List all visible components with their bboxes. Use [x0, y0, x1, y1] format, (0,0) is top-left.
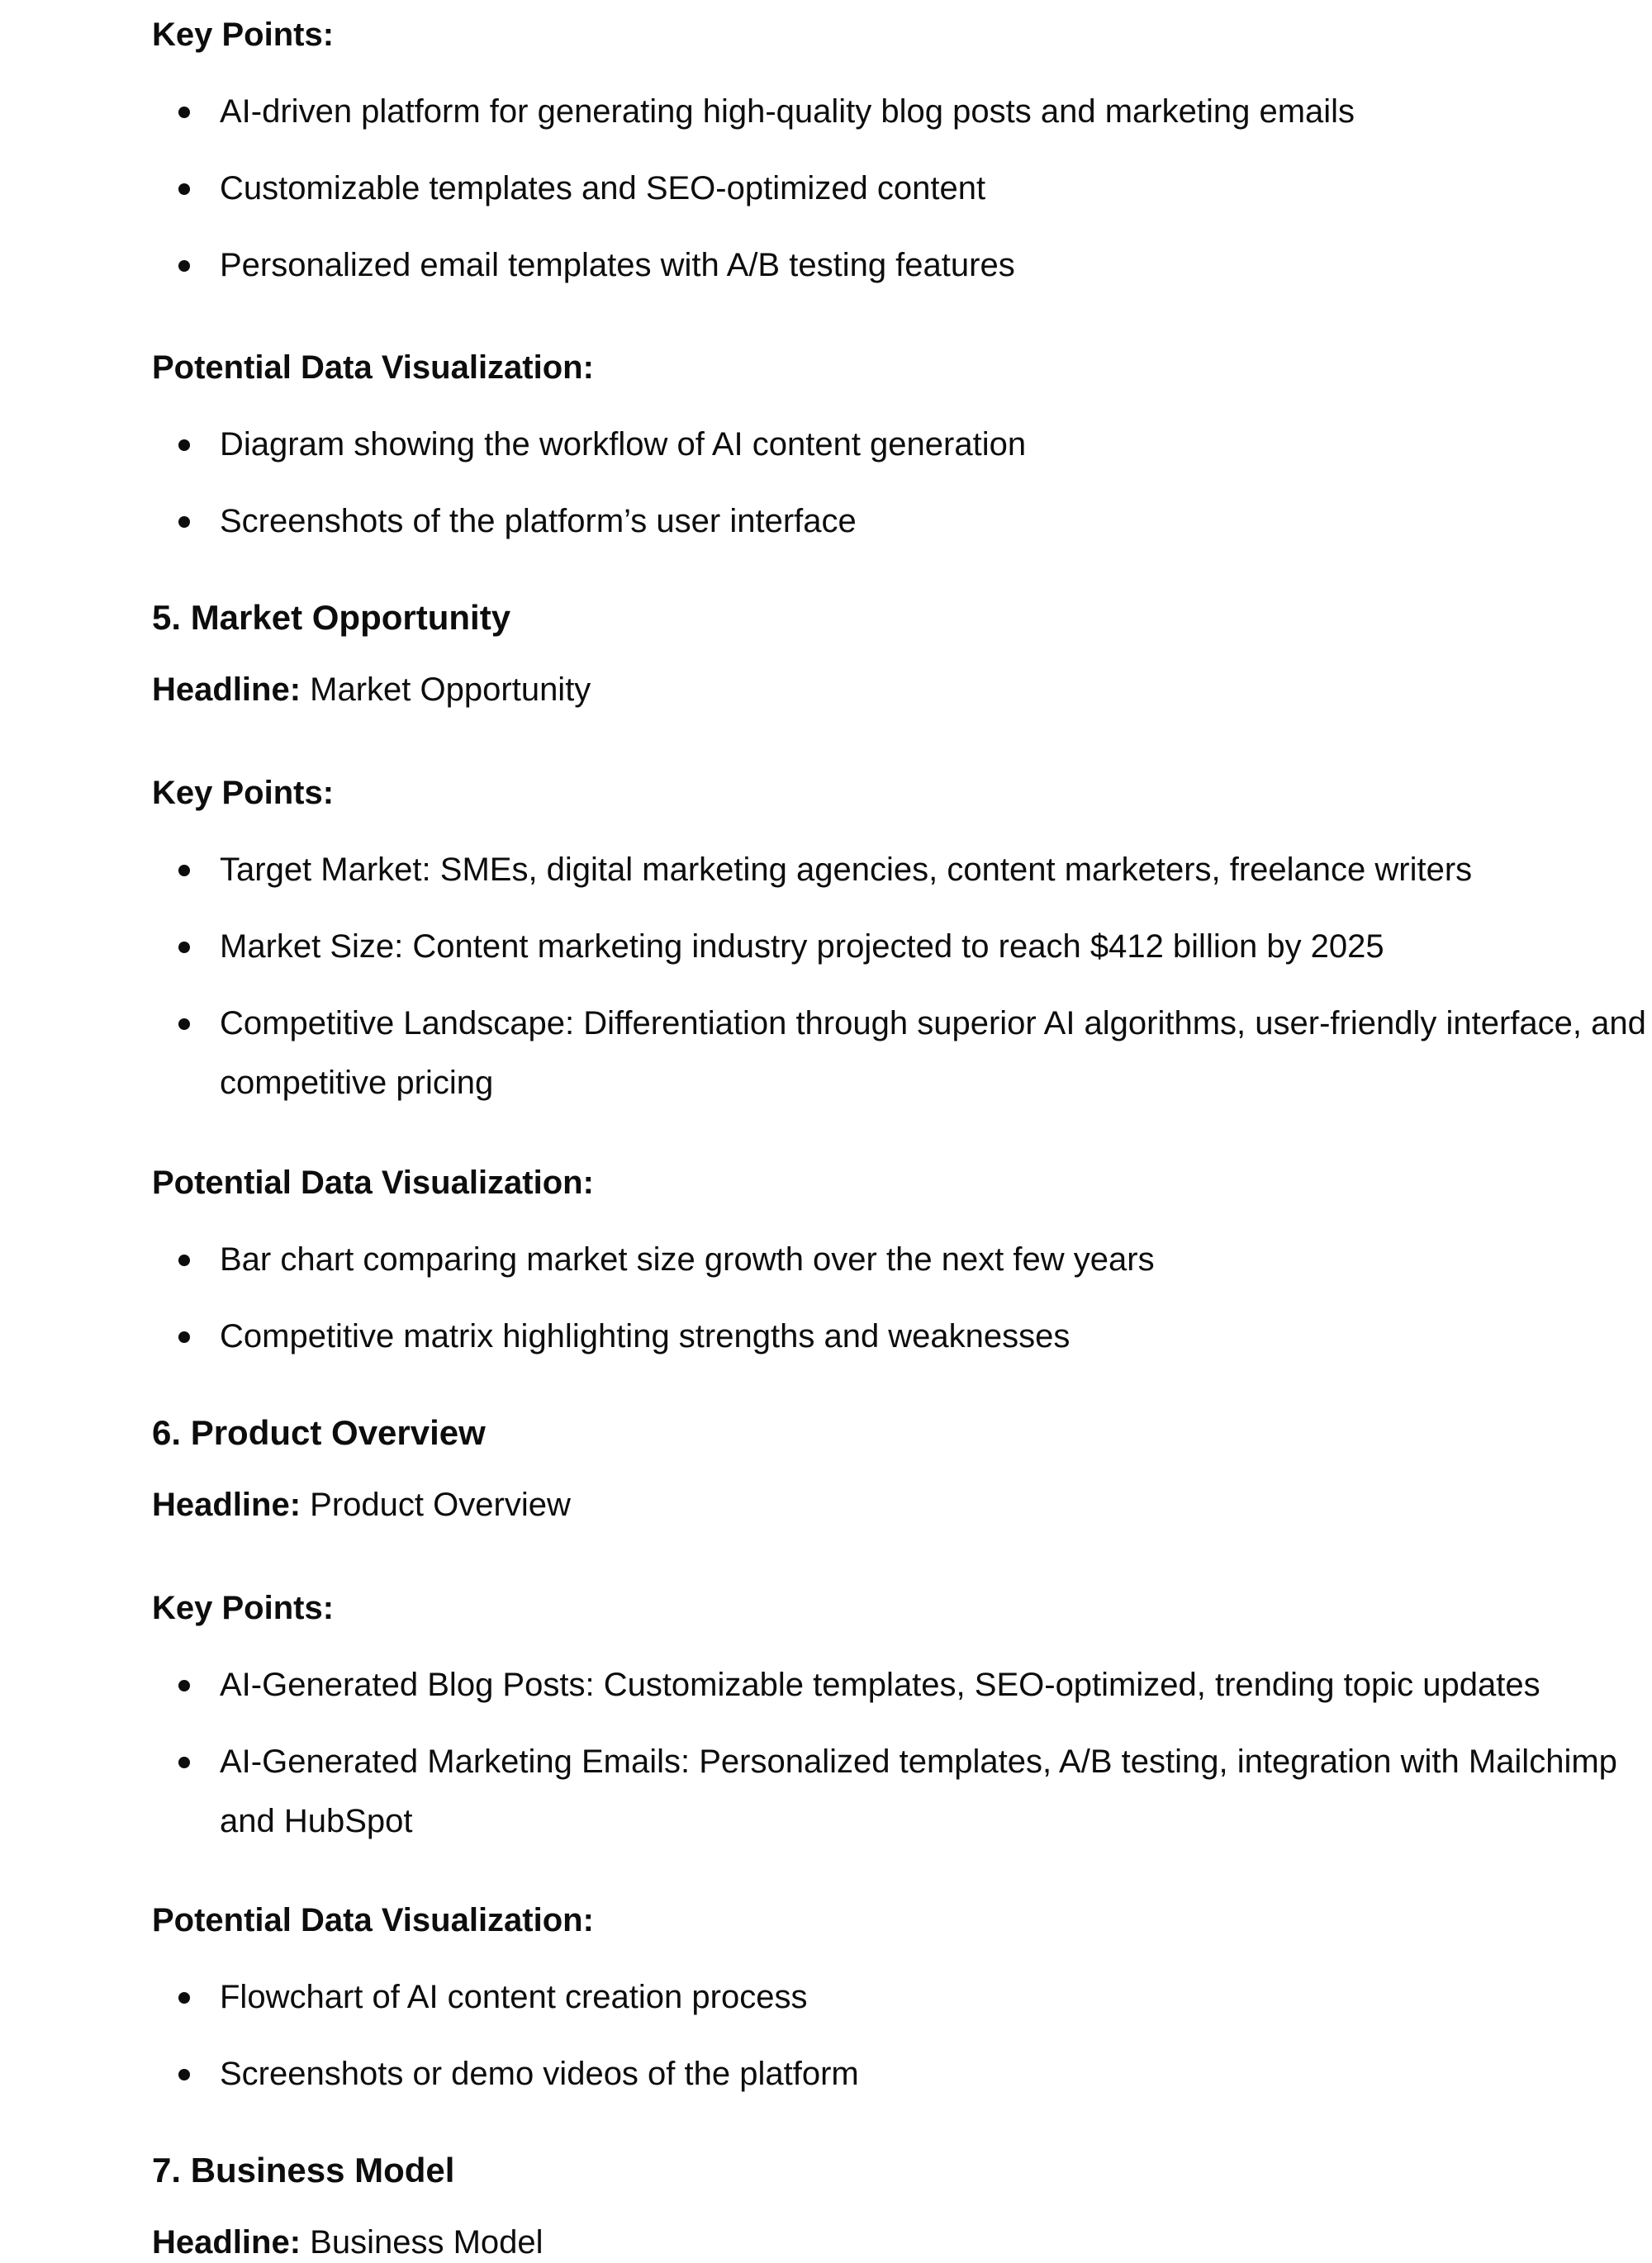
- key-points-label: Key Points:: [152, 775, 335, 811]
- viz-label: Potential Data Visualization:: [152, 1902, 594, 1938]
- list-item: Competitive matrix highlighting strengths and weaknesses: [220, 1318, 1070, 1354]
- key-points-label: Key Points:: [152, 17, 335, 53]
- list-item: Customizable templates and SEO-optimized content: [220, 170, 986, 206]
- list-item: Market Size: Content marketing industry projected to reach $412 billion by 2025: [220, 928, 1384, 965]
- list-item: Screenshots or demo videos of the platform: [220, 2056, 859, 2092]
- list-item: AI-Generated Marketing Emails: Personalized templates, A/B testing, integration with Mailchimp and HubSpot: [220, 1744, 1617, 1839]
- list-item: Flowchart of AI content creation process: [220, 1979, 808, 2015]
- viz-label: Potential Data Visualization:: [152, 1165, 594, 1201]
- list-item: Diagram showing the workflow of AI content generation: [220, 426, 1027, 463]
- section-heading: 5. Market Opportunity: [152, 598, 511, 637]
- list-item: Target Market: SMEs, digital marketing agencies, content marketers, freelance writers: [220, 852, 1473, 888]
- viz-label: Potential Data Visualization:: [152, 349, 594, 386]
- section-heading: 7. Business Model: [152, 2151, 455, 2189]
- list-item: Screenshots of the platform’s user interface: [220, 503, 857, 539]
- list-item: AI-driven platform for generating high-quality blog posts and marketing emails: [220, 93, 1355, 130]
- list-item: Bar chart comparing market size growth over the next few years: [220, 1241, 1155, 1278]
- list-item: Competitive Landscape: Differentiation through superior AI algorithms, user-friendly interface, and competitive pricing: [220, 1005, 1646, 1101]
- headline: Headline: Market Opportunity: [152, 671, 591, 708]
- list-item: AI-Generated Blog Posts: Customizable templates, SEO-optimized, trending topic updates: [220, 1667, 1540, 1703]
- section-heading: 6. Product Overview: [152, 1413, 486, 1452]
- headline: Headline: Product Overview: [152, 1487, 571, 1523]
- key-points-label: Key Points:: [152, 1590, 335, 1626]
- headline: Headline: Business Model: [152, 2224, 544, 2261]
- list-item: Personalized email templates with A/B testing features: [220, 247, 1015, 283]
